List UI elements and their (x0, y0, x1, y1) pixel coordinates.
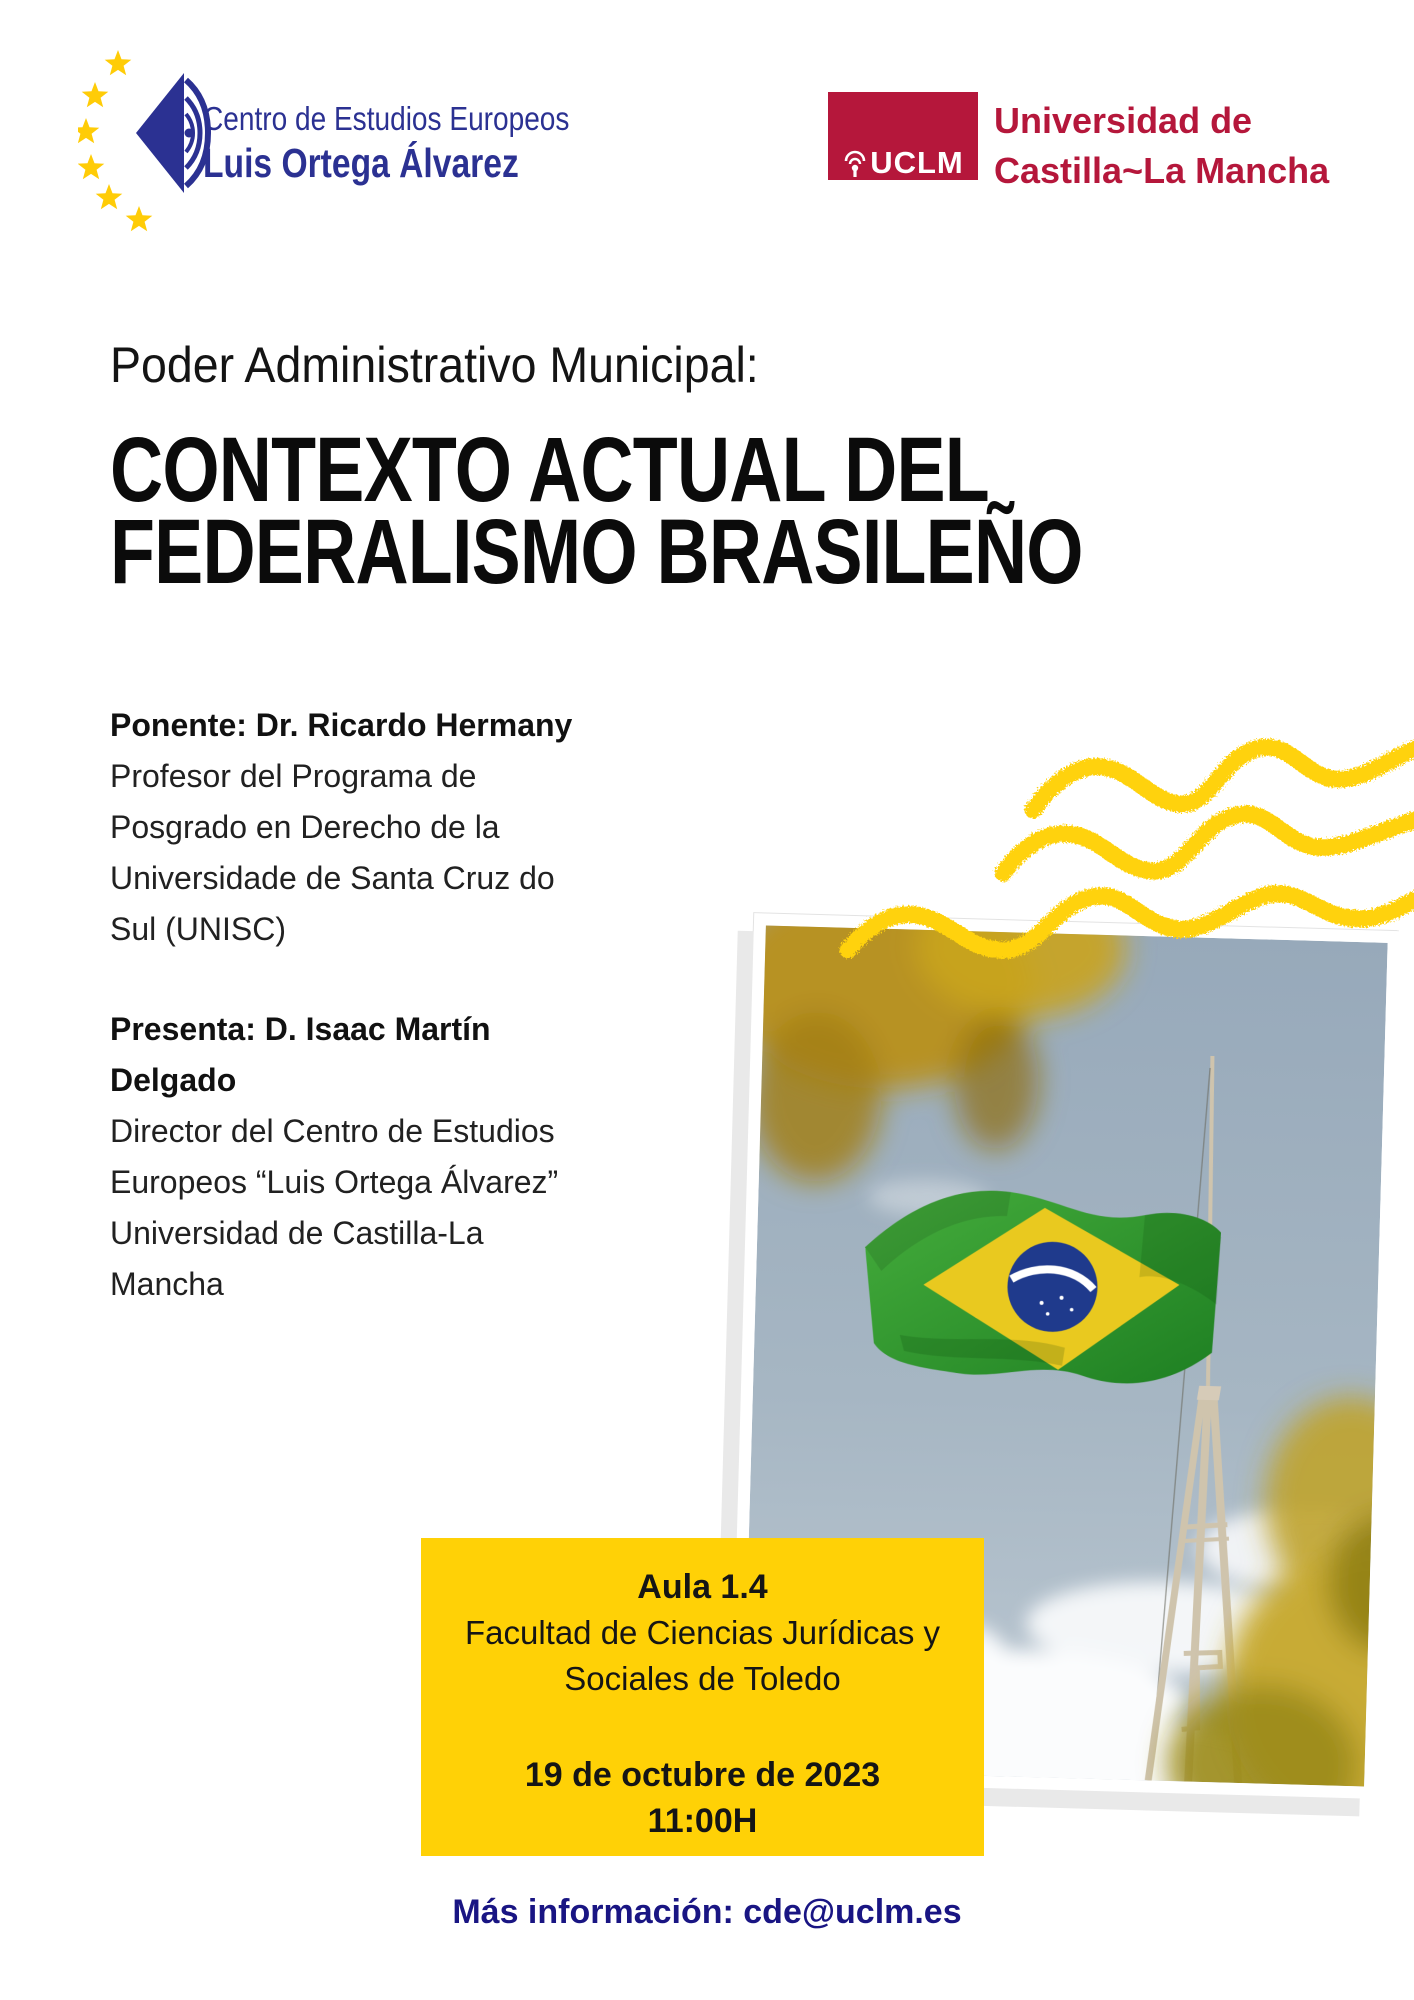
uclm-beacon-icon (842, 148, 868, 178)
cee-logo-name-line1: Centro de Estudios Europeos (203, 100, 570, 137)
event-venue-line2: Sociales de Toledo (564, 1660, 841, 1697)
brazil-flag (865, 1189, 1222, 1385)
event-date: 19 de octubre de 2023 (524, 1756, 881, 1794)
ponente-block (110, 700, 690, 955)
cee-logo-name-line2: Luis Ortega Álvarez (203, 140, 519, 186)
uclm-wordmark (994, 96, 1329, 196)
presenta-heading: Presenta: D. Isaac Martín (110, 1011, 491, 1047)
ponente-line: Posgrado en Derecho de la (110, 809, 500, 845)
uclm-logo-box (828, 92, 978, 180)
presenta-block (110, 1004, 690, 1310)
ponente-line: Universidade de Santa Cruz do (110, 860, 555, 896)
presenta-line: Director del Centro de Estudios (110, 1113, 555, 1149)
eu-stars-icon (78, 50, 152, 231)
event-time: 11:00H (647, 1802, 758, 1840)
presenta-line: Mancha (110, 1266, 224, 1302)
title-line1: CONTEXTO ACTUAL DEL (110, 419, 989, 521)
title-line2: FEDERALISMO BRASILEÑO (110, 501, 1083, 603)
presenta-line: Europeos “Luis Ortega Álvarez” (110, 1164, 559, 1200)
uclm-acronym: UCLM (870, 145, 964, 180)
cee-triangle-glyph (136, 73, 208, 193)
event-info-box (421, 1538, 984, 1856)
event-room: Aula 1.4 (637, 1568, 768, 1606)
presenta-line: Universidad de Castilla-La (110, 1215, 484, 1251)
title-kicker: Poder Administrativo Municipal: (110, 337, 759, 393)
uclm-line1: Universidad de (994, 100, 1253, 141)
uclm-line2: Castilla~La Mancha (994, 150, 1330, 191)
event-venue-line1: Facultad de Ciencias Jurídicas y (464, 1614, 941, 1651)
ponente-heading: Ponente: Dr. Ricardo Hermany (110, 707, 573, 743)
ponente-line: Sul (UNISC) (110, 911, 287, 947)
more-info-email: Más información: cde@uclm.es (452, 1893, 962, 1931)
ponente-line: Profesor del Programa de (110, 758, 477, 794)
presenta-heading: Delgado (110, 1062, 237, 1098)
